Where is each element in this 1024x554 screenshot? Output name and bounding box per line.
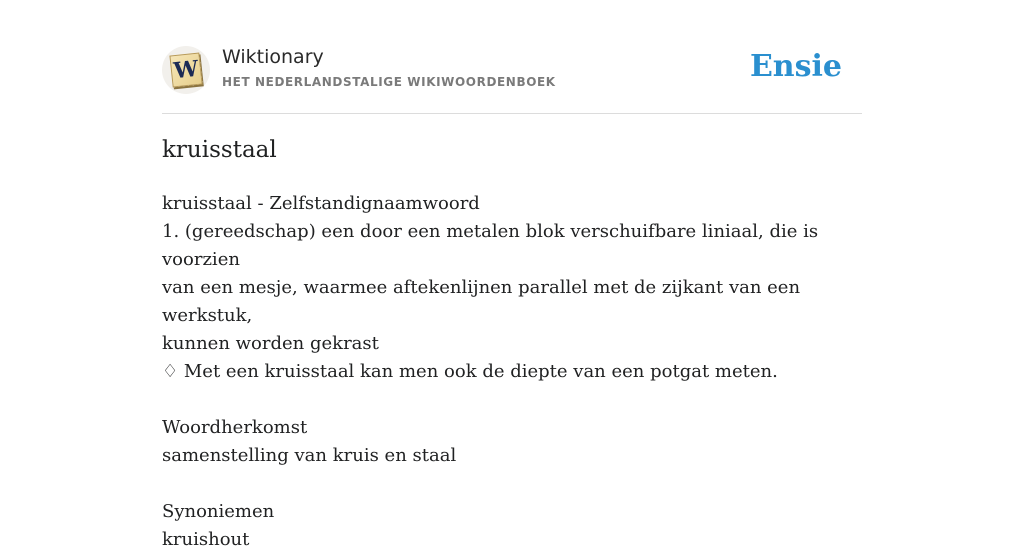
page-title: kruisstaal [162,137,277,163]
site-name[interactable]: Wiktionary [222,46,324,68]
logo-tile: W [169,53,202,88]
entry-content [162,190,862,554]
site-tagline: HET NEDERLANDSTALIGE WIKIWOORDENBOEK [222,75,556,89]
synonyms-heading: Synoniemen [162,501,275,522]
example-sentence: ♢ Met een kruisstaal kan men ook de diepte van een potgat meten. [162,361,778,382]
site-header [162,44,862,98]
spacer [162,386,862,414]
header-divider [162,113,862,114]
entry-heading: kruisstaal - Zelfstandignaamwoord [162,193,480,214]
ensie-brand-link[interactable]: Ensie [749,49,842,84]
spacer [162,470,862,498]
wiktionary-logo-icon[interactable] [162,46,210,94]
definition-line-1: 1. (gereedschap) een door een metalen blok verschuifbare liniaal, die is voorzien [162,221,819,270]
etymology-heading: Woordherkomst [162,417,308,438]
etymology-text: samenstelling van kruis en staal [162,445,457,466]
synonyms-text: kruishout [162,529,250,550]
definition-line-2: van een mesje, waarmee aftekenlijnen parallel met de zijkant van een werkstuk, [162,277,801,326]
definition-line-3: kunnen worden gekrast [162,333,379,354]
